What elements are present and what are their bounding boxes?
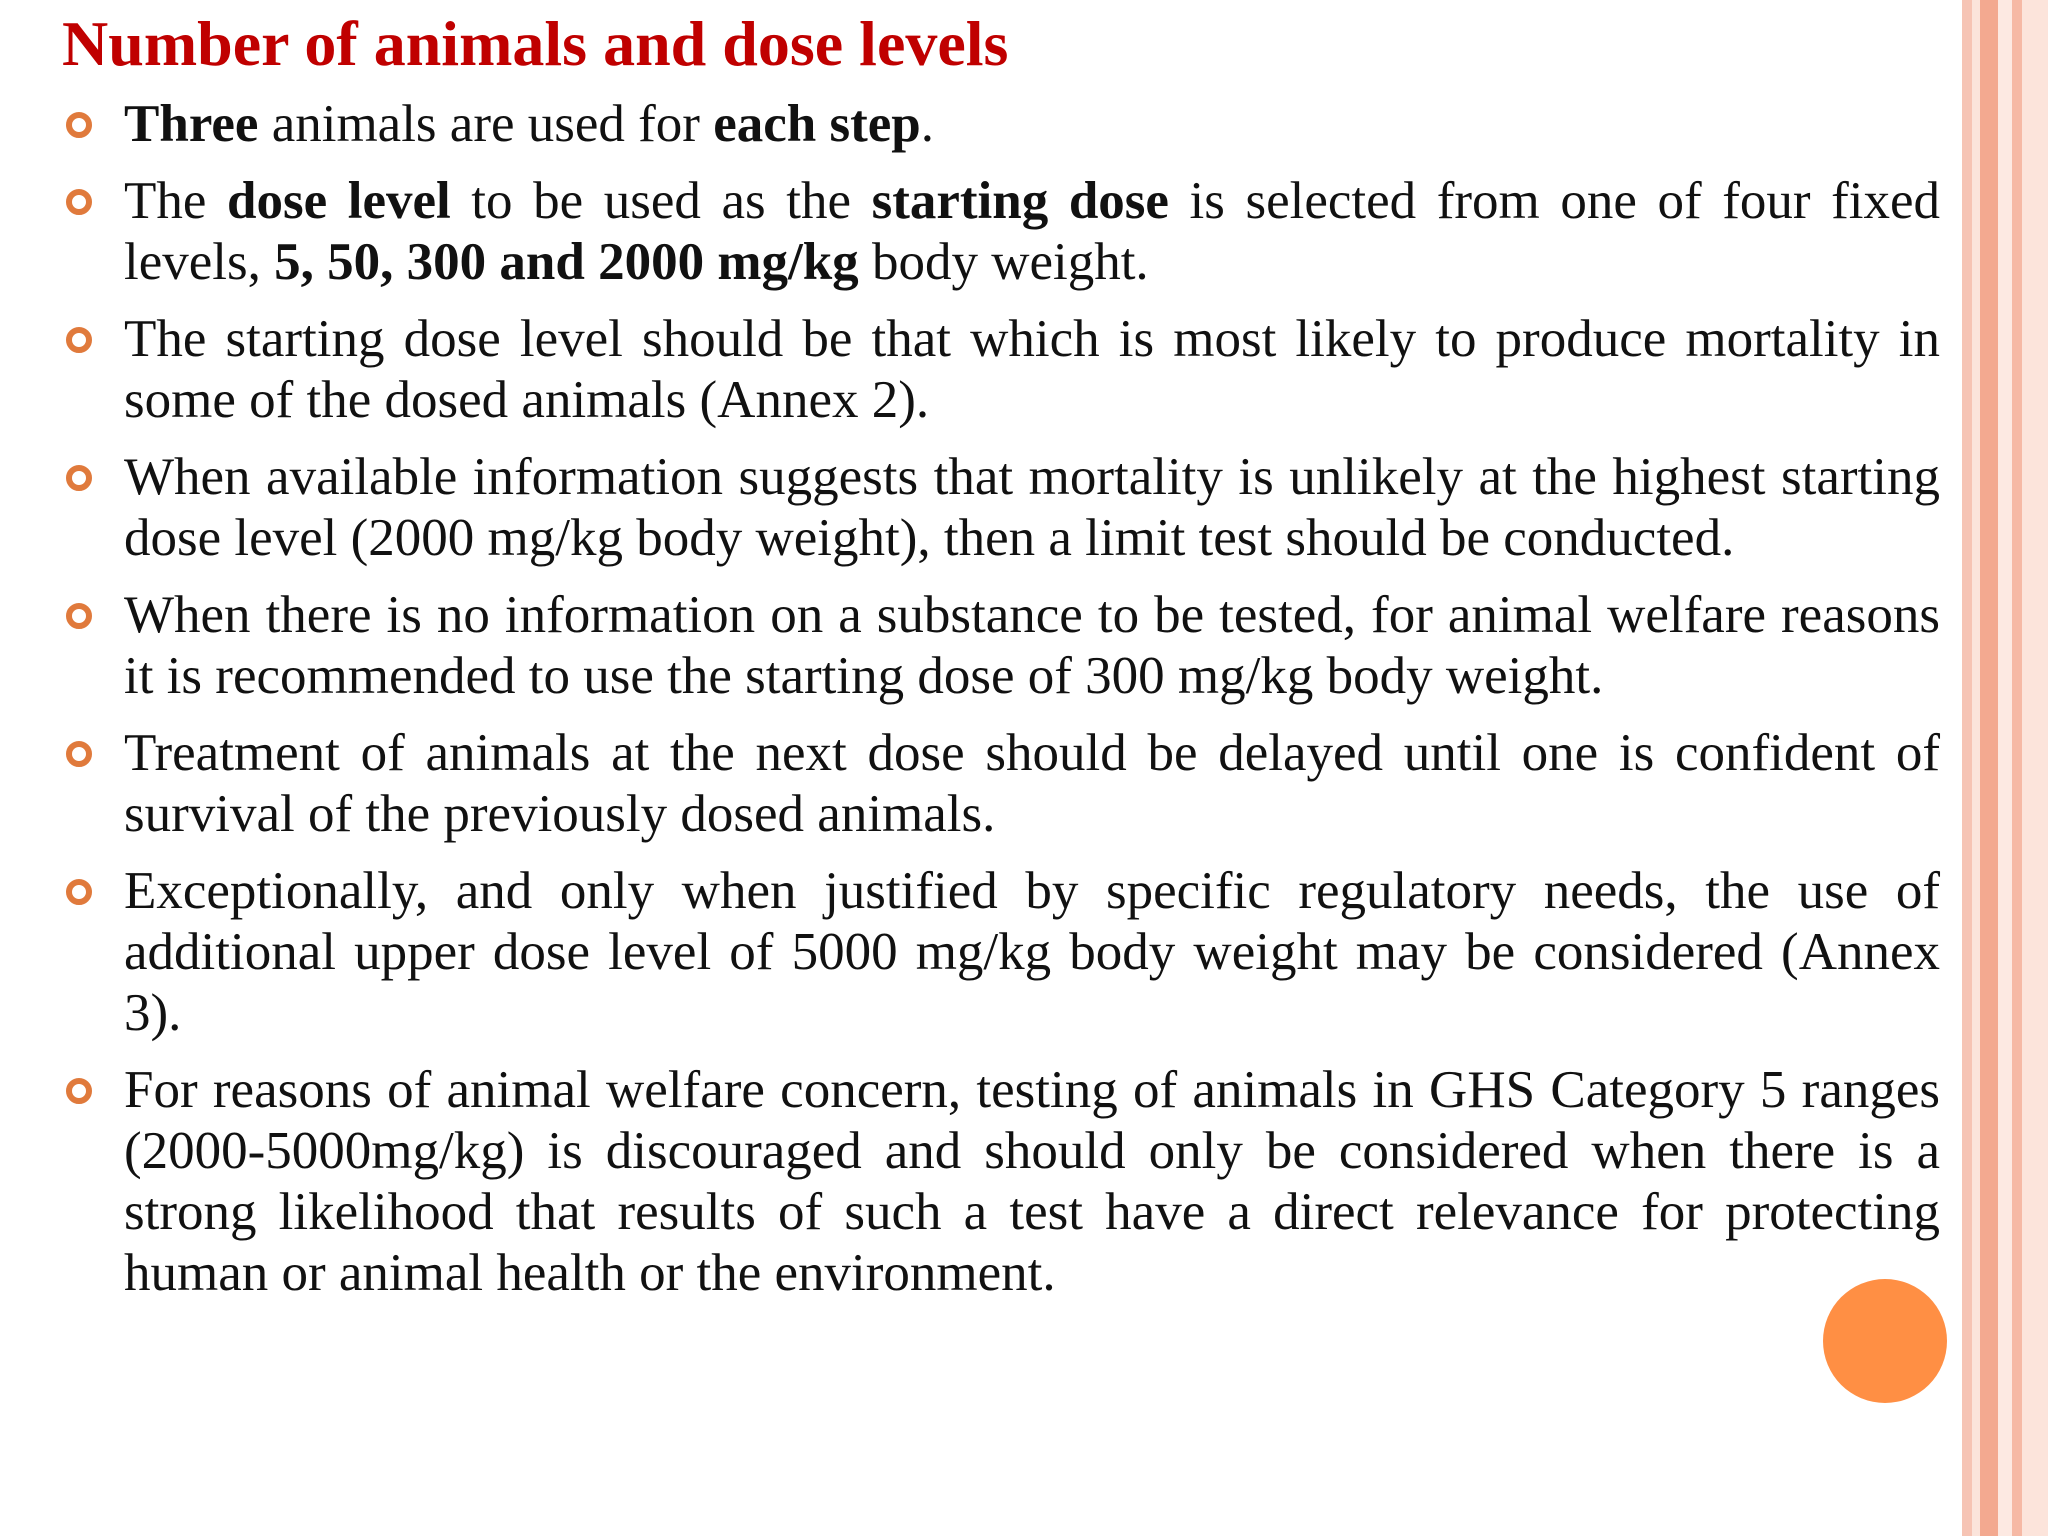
decorative-border [1980, 0, 1998, 1536]
text-run: When there is no information on a substance to be tested, for animal welfare reasons it is recommended to use the starting dose of 300 mg/kg body weight. [124, 586, 1940, 705]
bold-run: Three [124, 95, 259, 153]
text-run: For reasons of animal welfare concern, testing of animals in GHS Category 5 ranges (2000-5000mg/kg) is discouraged and should only be considered when there is a strong likelihood that results of such a test have a direct relevance for protecting human or animal health or the environment. [124, 1061, 1940, 1302]
text-run: The starting dose level should be that which is most likely to produce mortality in some of the dosed animals (Annex 2). [124, 310, 1940, 429]
text-run: to be used as the [450, 172, 872, 230]
bullet-item [62, 585, 1940, 707]
decorative-border [2022, 0, 2048, 1536]
bullet-item [62, 447, 1940, 569]
bold-run: dose level [227, 172, 451, 230]
bold-run: starting dose [871, 172, 1169, 230]
pointer-dot-icon [1823, 1279, 1947, 1403]
bullet-item [62, 1060, 1940, 1304]
circle-bullet-icon [66, 879, 92, 905]
slide-title: Number of animals and dose levels [62, 8, 1009, 79]
bold-run: each step [713, 95, 921, 153]
circle-bullet-icon [66, 112, 92, 138]
text-run: Treatment of animals at the next dose should be delayed until one is confident of survival of the previously dosed animals. [124, 724, 1940, 843]
bullet-text [124, 586, 1940, 705]
bullet-item [62, 861, 1940, 1044]
bullet-list [62, 94, 1940, 1320]
circle-bullet-icon [66, 465, 92, 491]
bullet-text [124, 448, 1940, 567]
bullet-text [124, 862, 1940, 1042]
decorative-border [2012, 0, 2022, 1536]
text-run: body weight. [858, 233, 1149, 291]
text-run: . [920, 95, 935, 153]
bullet-text [124, 1061, 1940, 1302]
bold-run: 5, 50, 300 and 2000 mg/kg [274, 233, 859, 291]
text-run: The [124, 172, 227, 230]
bullet-text [124, 95, 934, 153]
bullet-item [62, 309, 1940, 431]
bullet-item [62, 94, 1940, 155]
text-run: When available information suggests that mortality is unlikely at the highest starting dose level (2000 mg/kg body weight), then a limit test should be conducted. [124, 448, 1940, 567]
decorative-border [1998, 0, 2012, 1536]
text-run: is selected from one of four fixed levels, [124, 172, 1941, 291]
circle-bullet-icon [66, 189, 92, 215]
text-run: animals are used for [258, 95, 714, 153]
bullet-text [124, 724, 1940, 843]
decorative-border [1972, 0, 1980, 1536]
circle-bullet-icon [66, 603, 92, 629]
bullet-item [62, 723, 1940, 845]
circle-bullet-icon [66, 327, 92, 353]
text-run: Exceptionally, and only when justified by specific regulatory needs, the use of additional upper dose level of 5000 mg/kg body weight may be considered (Annex 3). [124, 862, 1940, 1042]
circle-bullet-icon [66, 741, 92, 767]
bullet-text [124, 172, 1940, 291]
bullet-text [124, 310, 1940, 429]
bullet-item [62, 171, 1940, 293]
decorative-border [1962, 0, 1972, 1536]
circle-bullet-icon [66, 1078, 92, 1104]
